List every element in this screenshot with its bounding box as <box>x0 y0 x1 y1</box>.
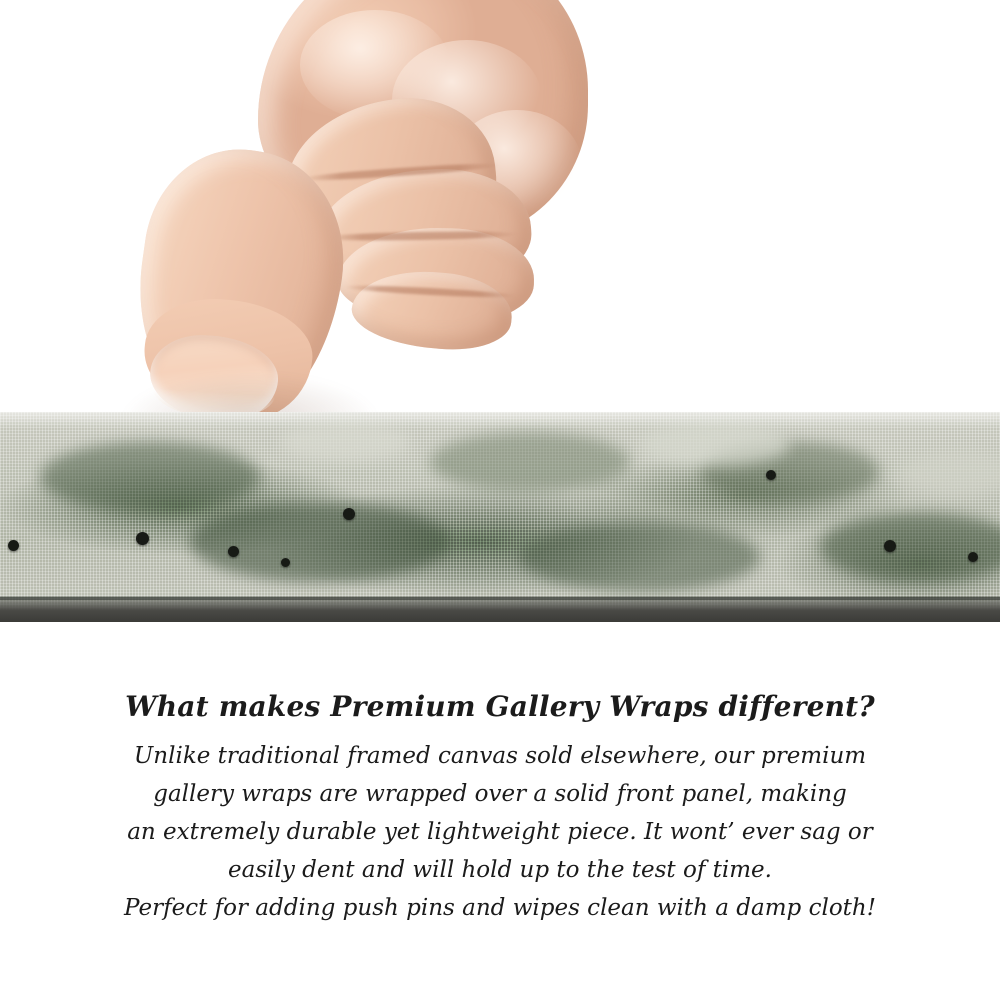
pin-hole <box>343 508 355 520</box>
pin-hole <box>136 532 149 545</box>
canvas-top-highlight <box>0 412 1000 428</box>
paint-highlight <box>280 422 410 462</box>
body-line-1: Unlike traditional framed canvas sold elsewhere, our premium <box>133 743 867 769</box>
pin-hole <box>281 558 290 567</box>
marketing-copy <box>0 690 1000 927</box>
body-line-5: Perfect for adding push pins and wipes clean with a damp cloth! <box>124 895 876 921</box>
paint-mottle <box>40 442 260 512</box>
pin-hole <box>766 470 776 480</box>
body-line-2: gallery wraps are wrapped over a solid front panel, making <box>153 781 847 807</box>
headline: What makes Premium Gallery Wraps different? <box>125 690 875 723</box>
paint-mottle <box>430 432 630 492</box>
pin-hole <box>228 546 239 557</box>
paint-highlight <box>640 422 790 466</box>
pin-hole <box>884 540 896 552</box>
pin-hole <box>8 540 19 551</box>
body-line-3: an extremely durable yet lightweight piece. It wont’ ever sag or <box>127 819 873 845</box>
canvas-bottom-edge <box>0 596 1000 622</box>
paint-mottle <box>190 502 450 582</box>
canvas-edge-strip <box>0 412 1000 622</box>
hand-contact-shadow <box>120 372 380 415</box>
hand-illustration <box>0 0 1000 415</box>
paint-mottle <box>520 522 760 592</box>
pin-hole <box>968 552 978 562</box>
body-line-4: easily dent and will hold up to the test of time. <box>228 857 772 883</box>
